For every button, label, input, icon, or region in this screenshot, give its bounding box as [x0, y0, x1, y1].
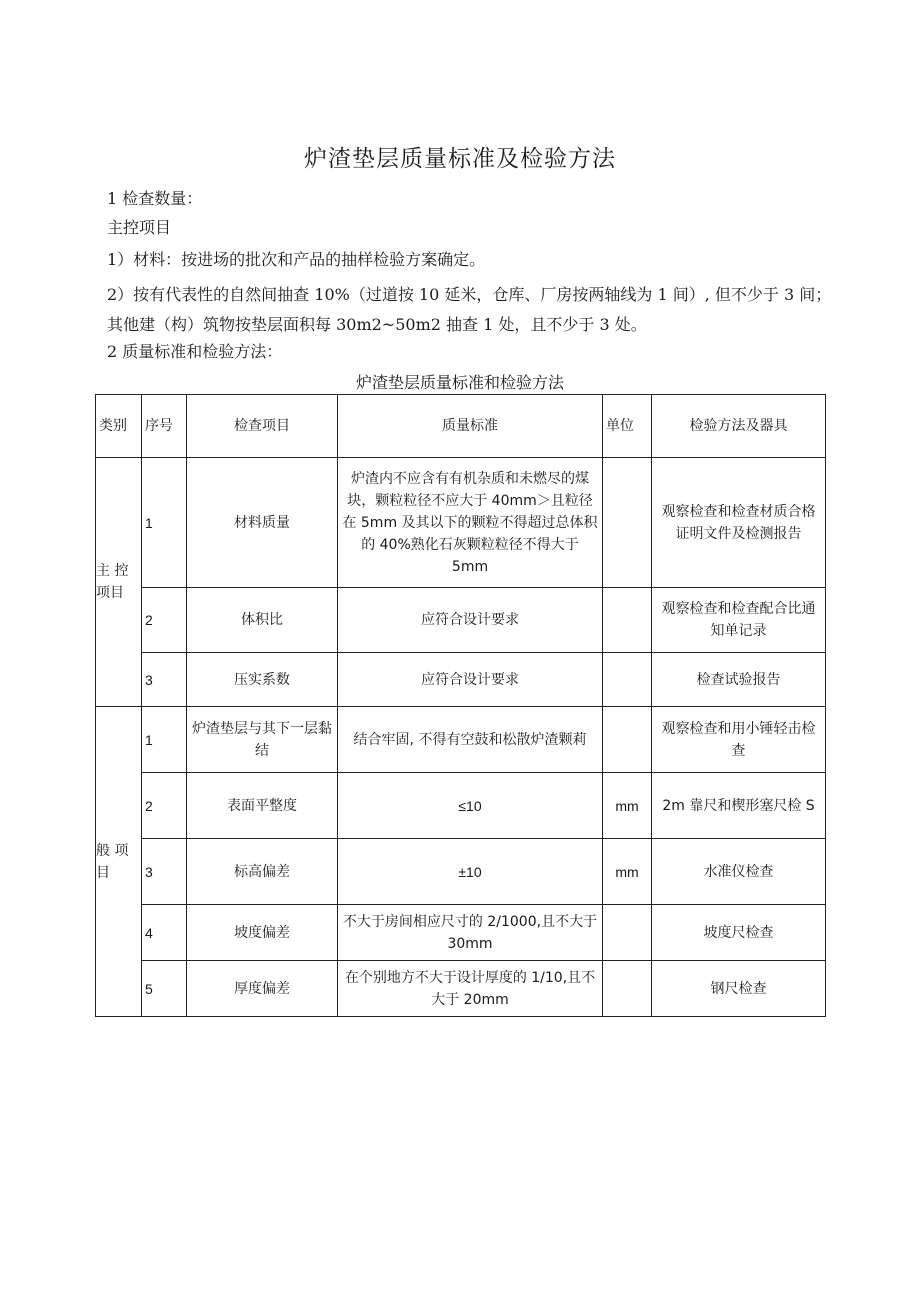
table-row: [96, 905, 826, 961]
row-standard: 不大于房间相应尺寸的 2/1000,且不大于 30mm: [338, 905, 603, 961]
row-item: 标高偏差: [187, 839, 338, 905]
category-main-control: 主 控 项目: [96, 458, 142, 707]
row-number: 1: [142, 458, 187, 588]
row-number: 3: [142, 839, 187, 905]
row-standard: ≤10: [338, 773, 603, 839]
row-item: 体积比: [187, 588, 338, 653]
row-unit: mm: [603, 773, 652, 839]
row-standard: 应符合设计要求: [338, 653, 603, 707]
row-standard: 在个别地方不大于设计厚度的 1/10,且不大于 20mm: [338, 961, 603, 1017]
quality-table: [95, 394, 826, 1017]
paragraph-quality-standard: 2 质量标准和检验方法：: [107, 342, 283, 361]
row-item: 坡度偏差: [187, 905, 338, 961]
row-number: 2: [142, 773, 187, 839]
row-standard: 炉渣内不应含有有机杂质和未燃尽的煤块，颗粒粒径不应大于 40mm＞且粒径在 5mm 及其以下的颗粒不得超过总体积的 40%熟化石灰颗粒粒径不得大于 5mm: [338, 458, 603, 588]
row-unit: [603, 653, 652, 707]
row-unit: [603, 588, 652, 653]
row-unit: [603, 458, 652, 588]
row-method: 检查试验报告: [652, 653, 826, 707]
row-unit: mm: [603, 839, 652, 905]
row-method: 2m 靠尺和楔形塞尺检 S: [652, 773, 826, 839]
row-number: 4: [142, 905, 187, 961]
header-unit: 单位: [603, 395, 652, 458]
row-number: 1: [142, 707, 187, 773]
row-number: 3: [142, 653, 187, 707]
row-method: 水准仪检查: [652, 839, 826, 905]
row-item: 炉渣垫层与其下一层黏结: [187, 707, 338, 773]
row-method: 坡度尺检查: [652, 905, 826, 961]
table-caption: 炉渣垫层质量标准和检验方法: [355, 373, 564, 392]
paragraph-material: 1）材料：按进场的批次和产品的抽样检验方案确定。: [107, 250, 486, 269]
table-row: [96, 773, 826, 839]
row-unit: [603, 961, 652, 1017]
row-item: 厚度偏差: [187, 961, 338, 1017]
header-category: 类别: [96, 395, 142, 458]
header-method: 检验方法及器具: [652, 395, 826, 458]
table-header-row: [96, 395, 826, 458]
table-row: [96, 839, 826, 905]
header-number: 序号: [142, 395, 187, 458]
row-method: 观察检查和检查材质合格证明文件及检测报告: [652, 458, 826, 588]
table-row: [96, 653, 826, 707]
table-row: [96, 707, 826, 773]
row-number: 5: [142, 961, 187, 1017]
row-item: 压实系数: [187, 653, 338, 707]
paragraph-inspection-count: 1 检查数量：: [107, 189, 203, 208]
document-title: 炉渣垫层质量标准及检验方法: [304, 146, 616, 172]
paragraph-main-items: 主控项目: [107, 218, 172, 237]
row-method: 观察检查和检查配合比通知单记录: [652, 588, 826, 653]
table-row: [96, 458, 826, 588]
row-number: 2: [142, 588, 187, 653]
row-standard: ±10: [338, 839, 603, 905]
row-item: 材料质量: [187, 458, 338, 588]
header-standard: 质量标准: [338, 395, 603, 458]
row-method: 观察检查和用小锤轻击检查: [652, 707, 826, 773]
row-method: 钢尺检查: [652, 961, 826, 1017]
row-item: 表面平整度: [187, 773, 338, 839]
row-standard: 应符合设计要求: [338, 588, 603, 653]
paragraph-sampling: 2）按有代表性的自然间抽查 10%（过道按 10 延米，仓库、厂房按两轴线为 1 间）, 但不少于 3 间；其他建（构）筑物按垫层面积每 30m2~50m2 抽查 1 处，且不少于 3 处。: [107, 285, 832, 334]
row-unit: [603, 905, 652, 961]
row-unit: [603, 707, 652, 773]
category-general: 般 项 目: [96, 707, 142, 1017]
header-item: 检查项目: [187, 395, 338, 458]
table-row: [96, 961, 826, 1017]
table-row: [96, 588, 826, 653]
row-standard: 结合牢固, 不得有空鼓和松散炉渣颗莉: [338, 707, 603, 773]
